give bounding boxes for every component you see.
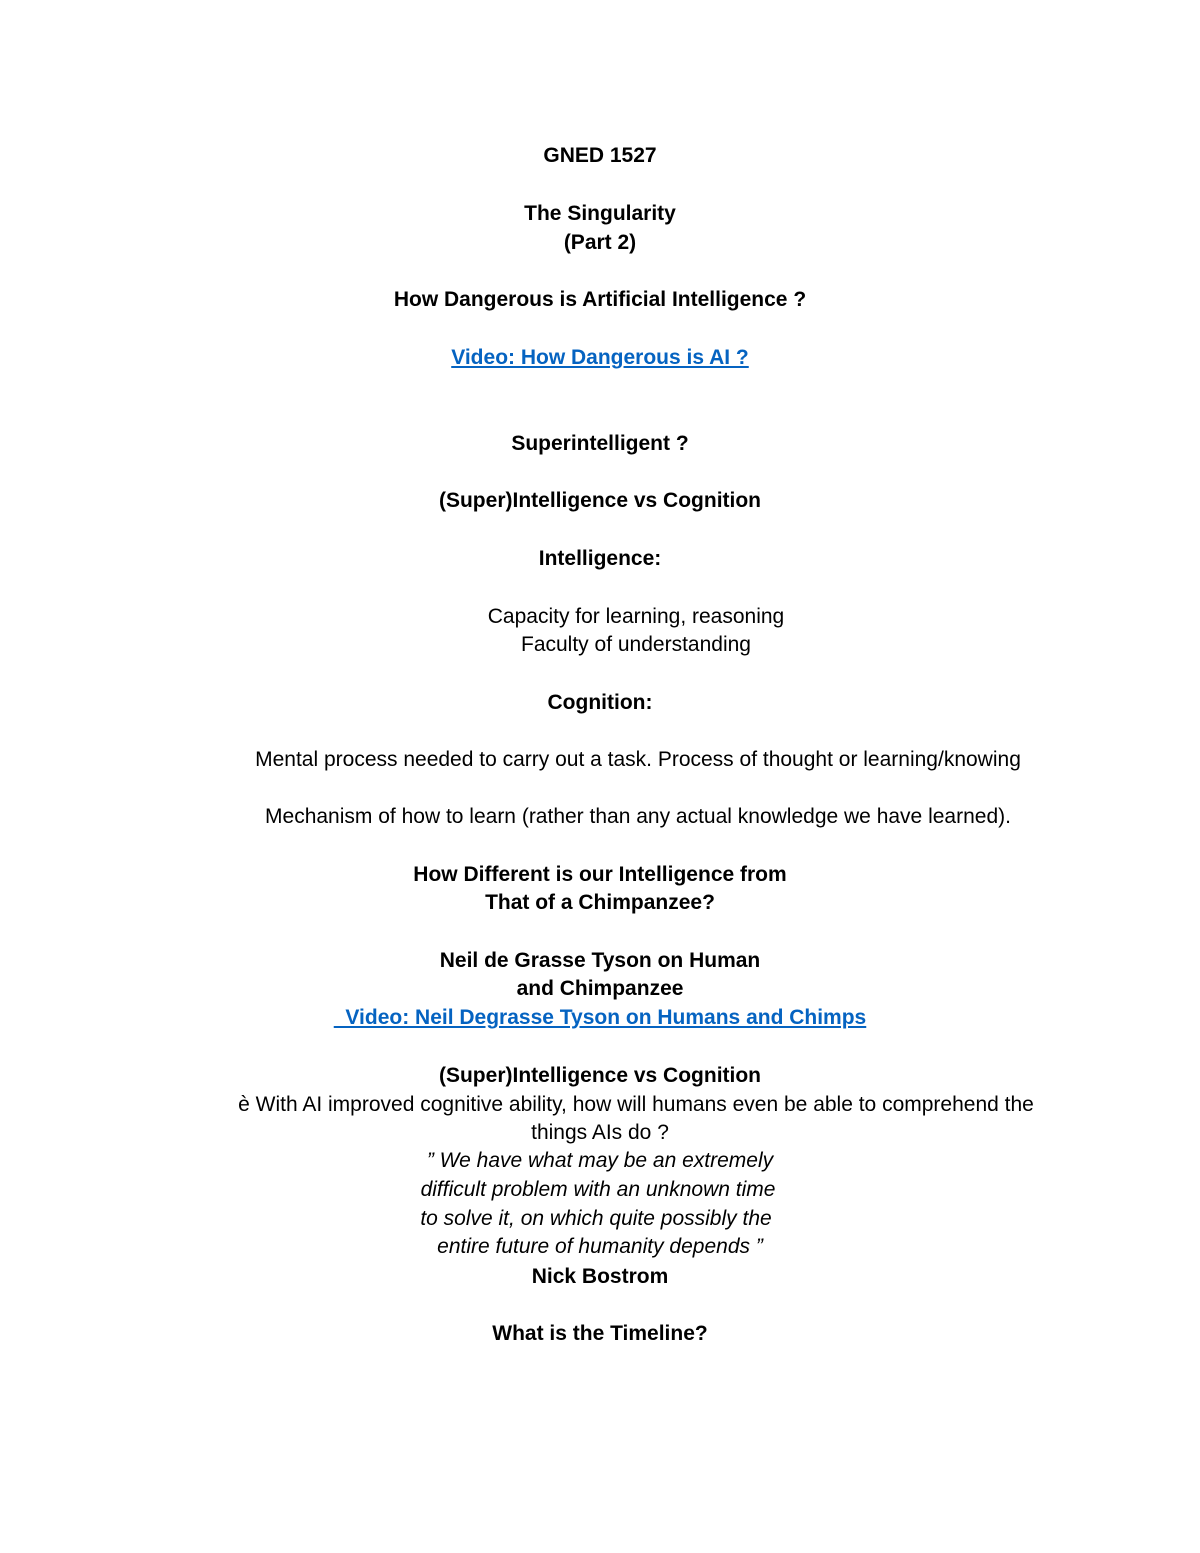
heading-super-vs-cognition: (Super)Intelligence vs Cognition: [438, 489, 762, 512]
heading-timeline: What is the Timeline?: [492, 1322, 708, 1345]
question-line-2: things AIs do ?: [531, 1121, 669, 1144]
heading-dangerous: How Dangerous is Artificial Intelligence ?: [393, 288, 807, 311]
intelligence-def-2: Faculty of understanding: [521, 633, 751, 656]
tyson-link-row: [0, 1004, 1200, 1032]
doc-title: The Singularity: [524, 202, 676, 225]
tyson-line-2: and Chimpanzee: [516, 977, 684, 1000]
cognition-def-2: Mechanism of how to learn (rather than any actual knowledge we have learned).: [265, 805, 1011, 828]
intelligence-def-1: Capacity for learning, reasoning: [487, 605, 785, 628]
question-line-1: è With AI improved cognitive ability, how will humans even be able to comprehend the: [238, 1093, 1034, 1116]
video-link-tyson[interactable]: Video: Neil Degrasse Tyson on Humans and Chimps: [333, 1006, 867, 1029]
course-code: GNED 1527: [543, 144, 657, 167]
quote-line-1: ” We have what may be an extremely: [426, 1149, 774, 1172]
tyson-line-1: Neil de Grasse Tyson on Human: [439, 949, 761, 972]
video-link-row: [0, 344, 1200, 372]
cognition-heading: Cognition:: [547, 691, 653, 714]
heading-super-vs-cognition-2: (Super)Intelligence vs Cognition: [438, 1064, 762, 1087]
quote-author: Nick Bostrom: [531, 1265, 669, 1288]
quote-line-2: difficult problem with an unknown time: [420, 1178, 776, 1201]
quote-line-4: entire future of humanity depends ”: [437, 1235, 763, 1258]
chimp-question-1: How Different is our Intelligence from: [413, 863, 787, 886]
intelligence-heading: Intelligence:: [538, 547, 662, 570]
heading-superintelligent: Superintelligent ?: [511, 432, 689, 455]
chimp-question-2: That of a Chimpanzee?: [485, 891, 715, 914]
doc-part: (Part 2): [563, 231, 637, 254]
cognition-def-1: Mental process needed to carry out a task. Process of thought or learning/knowing: [255, 748, 1021, 771]
quote-line-3: to solve it, on which quite possibly the: [420, 1207, 772, 1230]
video-link-dangerous[interactable]: Video: How Dangerous is AI ?: [451, 346, 749, 369]
